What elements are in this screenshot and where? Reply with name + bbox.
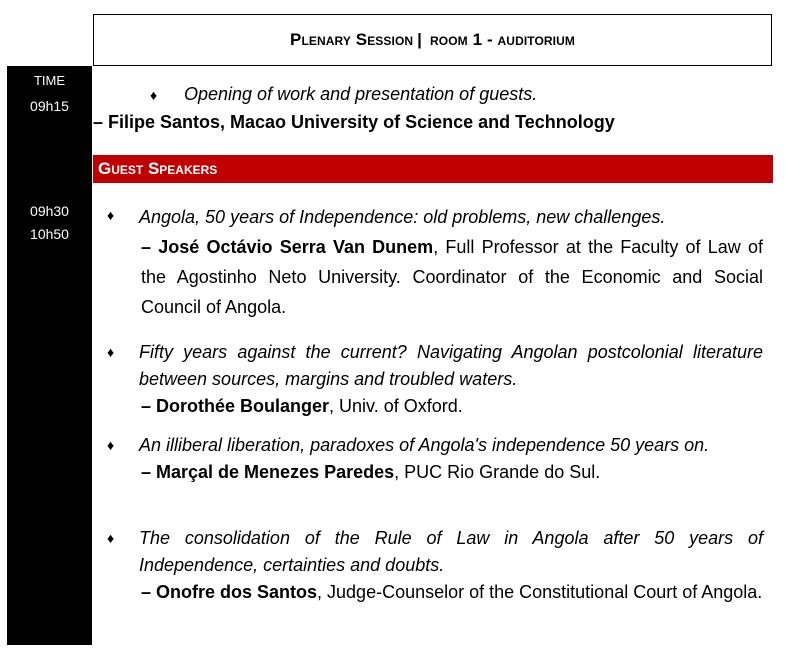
time-slot-2-start: 09h30 [30,203,69,219]
speaker-affiliation: , Judge-Counselor of the Constitutional Court of Angola. [317,582,763,602]
speaker-affiliation: , Full Professor at the Faculty of Law of the Agostinho Neto University. Coordinator of the Economic and Social Council of Angola. [141,237,763,317]
speaker-name: José Octávio Serra Van Dunem [158,237,434,257]
talk-item [107,339,763,420]
speaker-affiliation: , PUC Rio Grande do Sul. [394,462,601,482]
talk-speaker [139,579,763,606]
talk-speaker [139,459,763,486]
talk-speaker [139,232,763,322]
talk-speaker [139,393,763,420]
section-title: Guest Speakers [98,159,218,178]
speaker-dash: – [141,396,157,416]
speaker-affiliation: , Univ. of Oxford. [329,396,463,416]
time-column [7,66,92,645]
bullet-icon: ♦ [107,344,115,360]
session-title: Plenary Session [290,30,414,49]
talk-item [107,432,763,486]
room-label: room 1 - auditorium [430,30,575,49]
talk-title: An illiberal liberation, paradoxes of Angola's independence 50 years on. [139,435,710,455]
talk-title: Fifty years against the current? Navigating Angolan postcolonial literature between sources, margins and troubled waters. [139,342,763,389]
section-guest-speakers [93,155,773,183]
bullet-icon: ♦ [107,207,115,223]
bullet-icon: ♦ [107,530,115,546]
session-header [93,14,772,66]
speaker-name: Dorothée Boulanger [156,396,330,416]
speaker-name: Onofre dos Santos [156,582,318,602]
talk-title: The consolidation of the Rule of Law in Angola after 50 years of Independence, certainties and doubts. [139,528,763,575]
time-slot-2-end: 10h50 [30,226,69,242]
talk-title: Angola, 50 years of Independence: old problems, new challenges. [139,207,666,227]
speaker-dash: – [141,462,157,482]
speaker-name: Marçal de Menezes Paredes [156,462,395,482]
opening-text: Opening of work and presentation of guests. [184,84,538,104]
time-label: TIME [33,73,66,88]
time-slot-1: 09h15 [30,98,69,114]
talk-item [107,525,763,606]
bullet-icon: ♦ [150,87,158,103]
bullet-icon: ♦ [107,437,115,453]
talk-item [107,202,763,322]
opening-chair: – Filipe Santos, Macao University of Science and Technology [93,112,615,132]
opening-item [150,84,537,105]
header-separator: | [417,30,423,49]
speaker-dash: – [141,237,159,257]
speaker-dash: – [141,582,157,602]
